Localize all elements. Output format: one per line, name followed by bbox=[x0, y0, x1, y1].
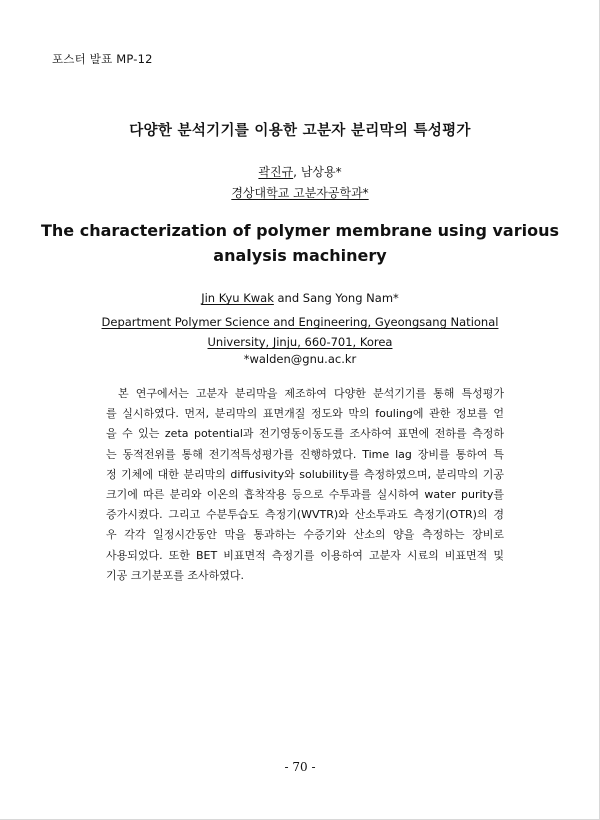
english-affiliation-line-2-text: University, Jinju, 660-701, Korea bbox=[207, 335, 393, 349]
abstract-line: 기공 크기분포를 조사하였다. bbox=[106, 568, 245, 582]
english-authors bbox=[0, 291, 600, 305]
korean-author-separator: , bbox=[293, 165, 301, 179]
contact-email: *walden@gnu.ac.kr bbox=[243, 352, 357, 366]
korean-affiliation-text: 경상대학교 고분자공학과* bbox=[231, 186, 369, 200]
abstract-line: 사용되었다. 또한 BET 비표면적 측정기를 이용하여 고분자 시료의 비표면적 및 bbox=[106, 548, 504, 562]
korean-authors bbox=[0, 163, 600, 180]
abstract-line: 본 연구에서는 고분자 분리막을 제조하여 다양한 분석기기를 통해 특성평가 bbox=[118, 387, 504, 400]
abstract-line: 크기에 따른 분리와 이온의 흡착작용 등으로 수투과를 실시하여 water purity를 bbox=[106, 488, 504, 502]
english-title-line-1: The characterization of polymer membrane using various bbox=[41, 221, 559, 240]
english-author-rest: and Sang Yong Nam* bbox=[273, 291, 399, 305]
abstract-line: 을 수 있는 zeta potential과 전기영동이동도를 조사하여 표면에 전하를 측정하 bbox=[106, 427, 504, 441]
abstract-line: 정 기체에 대한 분리막의 diffusivity와 solubility를 측정하였으며, 분리막의 기공 bbox=[106, 467, 504, 481]
korean-author-second: 남상용* bbox=[300, 165, 342, 179]
korean-title: 다양한 분석기기를 이용한 고분자 분리막의 특성평가 bbox=[129, 123, 471, 139]
english-affiliation-line-1-text: Department Polymer Science and Engineering, Gyeongsang National bbox=[101, 315, 499, 329]
abstract-line: 는 동적전위를 통해 전기적특성평가를 진행하였다. Time lag 장비를 통하여 특 bbox=[106, 447, 504, 461]
abstract-body bbox=[106, 384, 504, 586]
english-author-first: Jin Kyu Kwak bbox=[201, 291, 274, 305]
korean-affiliation bbox=[0, 184, 600, 201]
korean-author-first: 곽진규 bbox=[258, 165, 294, 179]
english-title bbox=[0, 218, 600, 268]
abstract-line: 우 각각 일정시간동안 막을 통과하는 수증기와 산소의 양을 측정하는 장비로 bbox=[106, 528, 504, 542]
english-affiliation-line-1 bbox=[0, 312, 600, 332]
abstract-line: 를 실시하였다. 먼저, 분리막의 표면개질 정도와 막의 fouling에 관한 정보를 얻 bbox=[106, 407, 504, 421]
english-affiliation bbox=[0, 312, 600, 352]
page-number: - 70 - bbox=[284, 760, 316, 774]
abstract-line: 증가시켰다. 그리고 수분투습도 측정기(WVTR)와 산소투과도 측정기(OTR)의 경 bbox=[106, 508, 504, 522]
english-affiliation-line-2 bbox=[0, 332, 600, 352]
session-label: 포스터 발표 MP-12 bbox=[52, 52, 153, 66]
english-title-line-2: analysis machinery bbox=[213, 246, 387, 265]
